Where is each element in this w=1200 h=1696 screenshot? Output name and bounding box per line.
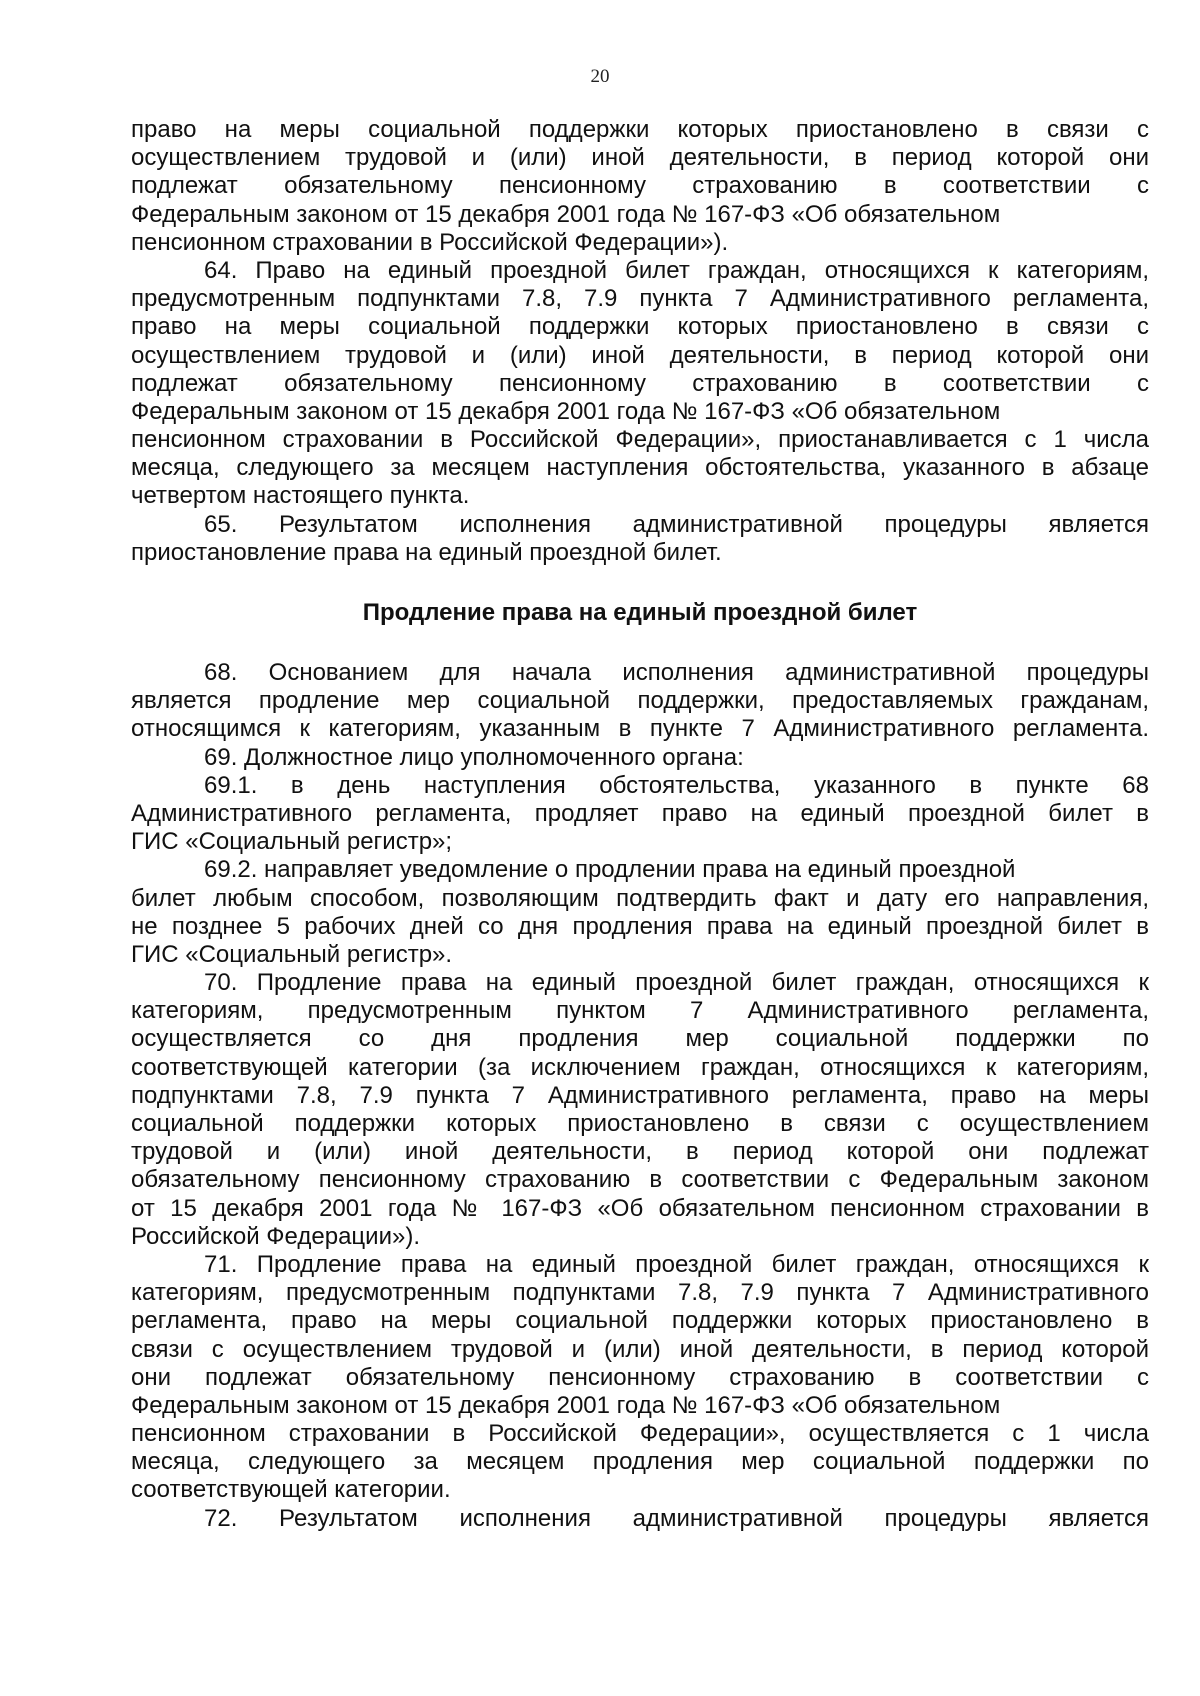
text-line: 69.1. в день наступления обстоятельства, указанного в пункте 68 xyxy=(204,771,1149,799)
section-heading: Продление права на единый проездной билет xyxy=(362,599,918,626)
text-line: 69. Должностное лицо уполномоченного органа: xyxy=(204,743,744,771)
text-line: не позднее 5 рабочих дней со дня продления права на единый проездной билет в xyxy=(131,912,1149,940)
text-line: 64. Право на единый проездной билет граждан, относящихся к категориям, xyxy=(204,256,1149,284)
text-line: 71. Продление права на единый проездной билет граждан, относящихся к xyxy=(204,1250,1149,1278)
text-line: Федеральным законом от 15 декабря 2001 года № 167-ФЗ «Об обязательном xyxy=(131,397,1001,425)
text-line: подлежат обязательному пенсионному страхованию в соответствии с xyxy=(131,172,1149,200)
text-line: является продление мер социальной поддержки, предоставляемых гражданам, xyxy=(131,687,1149,715)
text-line: осуществлением трудовой и (или) иной деятельности, в период которой они xyxy=(131,341,1149,369)
text-line: связи с осуществлением трудовой и (или) иной деятельности, в период которой xyxy=(131,1335,1149,1363)
text-line: от 15 декабря 2001 года № 167-ФЗ «Об обязательном пенсионном страховании в xyxy=(131,1194,1149,1222)
text-line: Административного регламента, продляет право на единый проездной билет в xyxy=(131,799,1149,827)
page-number: 20 xyxy=(590,66,610,87)
text-line: месяца, следующего за месяцем продления мер социальной поддержки по xyxy=(131,1448,1149,1476)
text-line: социальной поддержки которых приостановлено в связи с осуществлением xyxy=(131,1110,1149,1137)
text-line: приостановление права на единый проездной билет. xyxy=(131,538,722,566)
text-line: трудовой и (или) иной деятельности, в период которой они подлежат xyxy=(131,1138,1149,1166)
text-line: билет любым способом, позволяющим подтвердить факт и дату его направления, xyxy=(131,884,1149,912)
text-line: пенсионном страховании в Российской Федерации», приостанавливается с 1 числа xyxy=(131,426,1149,454)
text-line: осуществляется со дня продления мер социальной поддержки по xyxy=(131,1025,1149,1053)
document-body xyxy=(131,116,1149,1533)
text-line: соответствующей категории (за исключением граждан, относящихся к категориям, xyxy=(131,1053,1149,1081)
text-block-before-heading xyxy=(131,116,1149,567)
text-line: категориям, предусмотренным подпунктами 7.8, 7.9 пункта 7 Административного xyxy=(131,1279,1149,1307)
text-line: предусмотренным подпунктами 7.8, 7.9 пункта 7 Административного регламента, xyxy=(131,285,1149,313)
text-line: право на меры социальной поддержки которых приостановлено в связи с xyxy=(131,116,1149,143)
text-line: они подлежат обязательному пенсионному страхованию в соответствии с xyxy=(131,1363,1149,1391)
text-line: категориям, предусмотренным пунктом 7 Административного регламента, xyxy=(131,997,1149,1025)
text-line: Российской Федерации»). xyxy=(131,1222,420,1250)
text-line: Федеральным законом от 15 декабря 2001 года № 167-ФЗ «Об обязательном xyxy=(131,1391,1001,1419)
text-line: Федеральным законом от 15 декабря 2001 года № 167-ФЗ «Об обязательном xyxy=(131,200,1001,228)
text-line: осуществлением трудовой и (или) иной деятельности, в период которой они xyxy=(131,144,1149,172)
text-line: регламента, право на меры социальной поддержки которых приостановлено в xyxy=(131,1307,1149,1335)
text-block-after-heading xyxy=(131,659,1149,1533)
text-line: 69.2. направляет уведомление о продлении права на единый проездной xyxy=(204,856,1016,884)
text-line: право на меры социальной поддержки которых приостановлено в связи с xyxy=(131,313,1149,341)
text-line: соответствующей категории. xyxy=(131,1476,451,1504)
text-line: месяца, следующего за месяцем наступления обстоятельства, указанного в абзаце xyxy=(131,454,1149,482)
text-line: четвертом настоящего пункта. xyxy=(131,482,470,510)
text-line: ГИС «Социальный регистр»; xyxy=(131,828,453,856)
text-line: 72. Результатом исполнения административной процедуры является xyxy=(204,1504,1149,1532)
text-line: 65. Результатом исполнения административной процедуры является xyxy=(204,510,1149,538)
text-line: 68. Основанием для начала исполнения административной процедуры xyxy=(204,659,1149,686)
text-line: относящимся к категориям, указанным в пункте 7 Административного регламента. xyxy=(131,715,1149,743)
text-line: ГИС «Социальный регистр». xyxy=(131,940,453,968)
text-line: подпунктами 7.8, 7.9 пункта 7 Административного регламента, право на меры xyxy=(131,1081,1149,1109)
text-line: 70. Продление права на единый проездной билет граждан, относящихся к xyxy=(204,969,1149,997)
text-line: подлежат обязательному пенсионному страхованию в соответствии с xyxy=(131,369,1149,397)
text-line: обязательному пенсионному страхованию в соответствии с Федеральным законом xyxy=(131,1166,1149,1194)
text-line: пенсионном страховании в Российской Федерации»). xyxy=(131,228,729,256)
text-line: пенсионном страховании в Российской Федерации», осуществляется с 1 числа xyxy=(131,1420,1149,1448)
